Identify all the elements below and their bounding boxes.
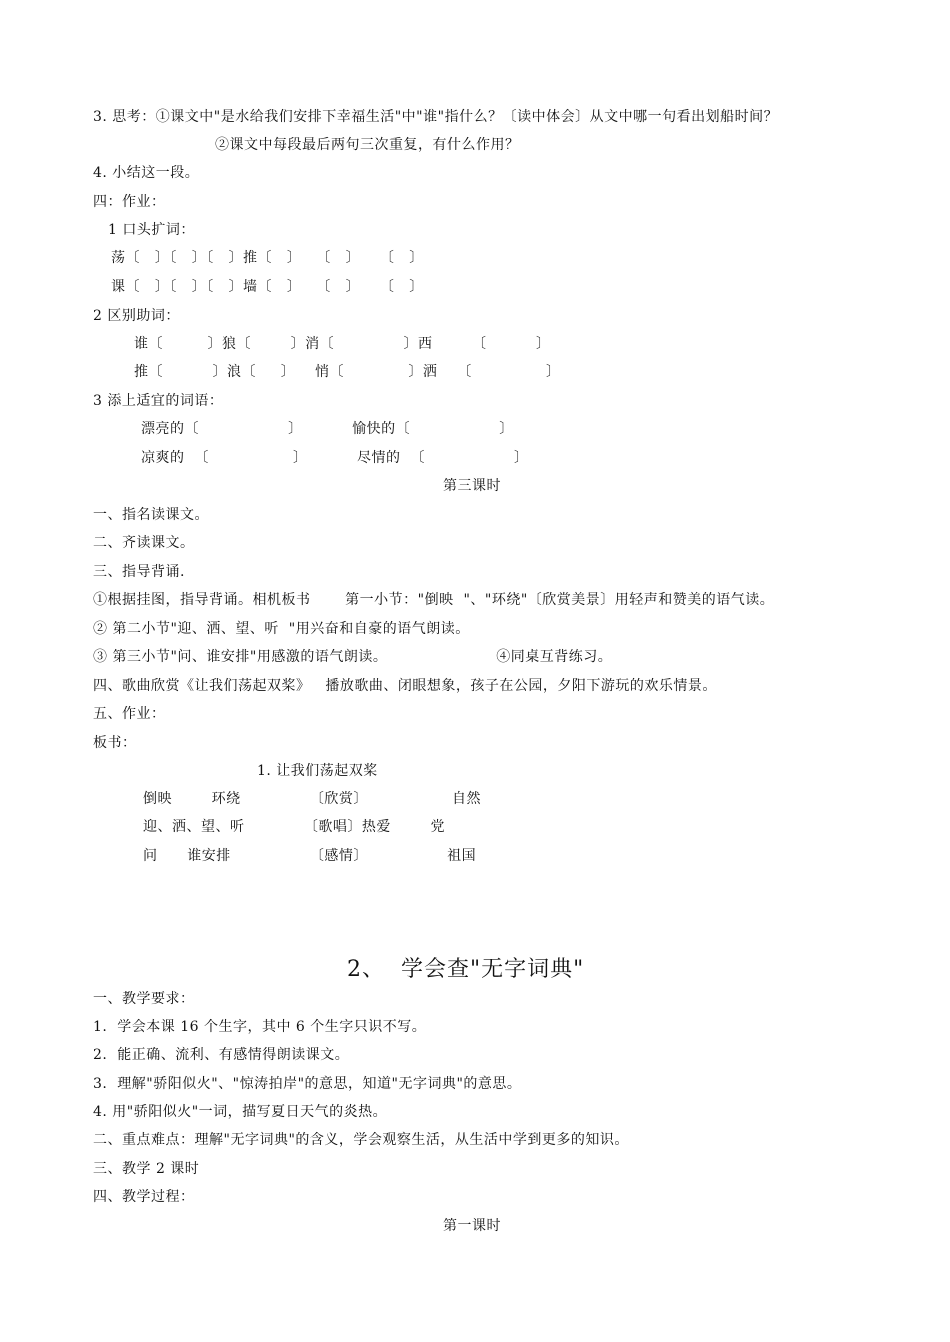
summary-step: 4. 小结这一段。 xyxy=(93,165,200,181)
step-five-homework: 五、作业： xyxy=(93,706,166,722)
recite-item-2: ② 第二小节"迎、洒、望、听 "用兴奋和自豪的语气朗读。 xyxy=(93,621,470,637)
blackboard-row-1: 倒映 环绕 〔欣赏〕 自然 xyxy=(143,791,482,807)
step-two: 二、齐读课文。 xyxy=(93,535,195,551)
fill-words-row-2: 凉爽的 〔 〕 尽情的 〔 〕 xyxy=(141,450,529,466)
step-four-song: 四、歌曲欣赏《让我们荡起双桨》 播放歌曲、闭眼想象，孩子在公园，夕阳下游玩的欢乐情景。 xyxy=(93,678,717,694)
word-expansion-row-1: 荡〔 〕〔 〕〔 〕推〔 〕 〔 〕 〔 〕 xyxy=(111,250,424,266)
distinguish-heading: 2 区别助词： xyxy=(93,308,180,324)
think-question-2: ②课文中每段最后两句三次重复，有什么作用？ xyxy=(215,137,520,153)
distinguish-row-1: 谁〔 〕狼〔 〕消〔 〕西 〔 〕 xyxy=(134,336,551,352)
blackboard-row-2: 迎、洒、望、听 〔歌唱〕热爱 党 xyxy=(143,819,446,835)
class-hours: 三、教学 2 课时 xyxy=(93,1161,200,1177)
distinguish-row-2: 推〔 〕浪〔 〕 悄〔 〕洒 〔 〕 xyxy=(134,364,561,380)
requirement-1: 1. 学会本课 16 个生字，其中 6 个生字只识不写。 xyxy=(93,1019,427,1035)
word-expansion-heading: 1 口头扩词： xyxy=(108,222,195,238)
blackboard-label: 板书： xyxy=(93,735,137,751)
word-expansion-row-2: 课〔 〕〔 〕〔 〕墙〔 〕 〔 〕 〔 〕 xyxy=(111,279,424,295)
requirement-4: 4. 用"骄阳似火"一词，描写夏日天气的炎热。 xyxy=(93,1104,388,1120)
step-one: 一、指名读课文。 xyxy=(93,507,209,523)
fill-words-heading: 3 添上适宜的词语： xyxy=(93,393,224,409)
think-question-1: 3. 思考：①课文中"是水给我们安排下幸福生活"中"谁"指什么？〔读中体会〕从文中哪一句看出划船时间？ xyxy=(93,109,779,125)
requirement-3: 3. 理解"骄阳似火"、"惊涛拍岸"的意思，知道"无字词典"的意思。 xyxy=(93,1076,522,1092)
lesson-one-heading: 第一课时 xyxy=(443,1218,501,1234)
homework-heading: 四：作业： xyxy=(93,194,166,210)
key-points: 二、重点难点：理解"无字词典"的含义，学会观察生活，从生活中学到更多的知识。 xyxy=(93,1132,629,1148)
recite-item-3: ③ 第三小节"问、谁安排"用感激的语气朗读。 ④同桌互背练习。 xyxy=(93,649,613,665)
lesson-three-heading: 第三课时 xyxy=(443,478,501,494)
blackboard-title: 1. 让我们荡起双桨 xyxy=(257,763,378,779)
blackboard-row-3: 问 谁安排 〔感情〕 祖国 xyxy=(143,848,477,864)
recite-item-1: ①根据挂图，指导背诵。相机板书 第一小节："倒映 "、"环绕"〔欣赏美景〕用轻声和赞美的语气读。 xyxy=(93,592,775,608)
requirements-heading: 一、教学要求： xyxy=(93,991,195,1007)
lesson-title: 2、 学会查"无字词典" xyxy=(347,957,585,982)
step-three: 三、指导背诵. xyxy=(93,564,185,580)
teaching-process-heading: 四、教学过程： xyxy=(93,1189,195,1205)
fill-words-row-1: 漂亮的〔 〕 愉快的〔 〕 xyxy=(141,421,514,437)
requirement-2: 2. 能正确、流利、有感情得朗读课文。 xyxy=(93,1047,350,1063)
